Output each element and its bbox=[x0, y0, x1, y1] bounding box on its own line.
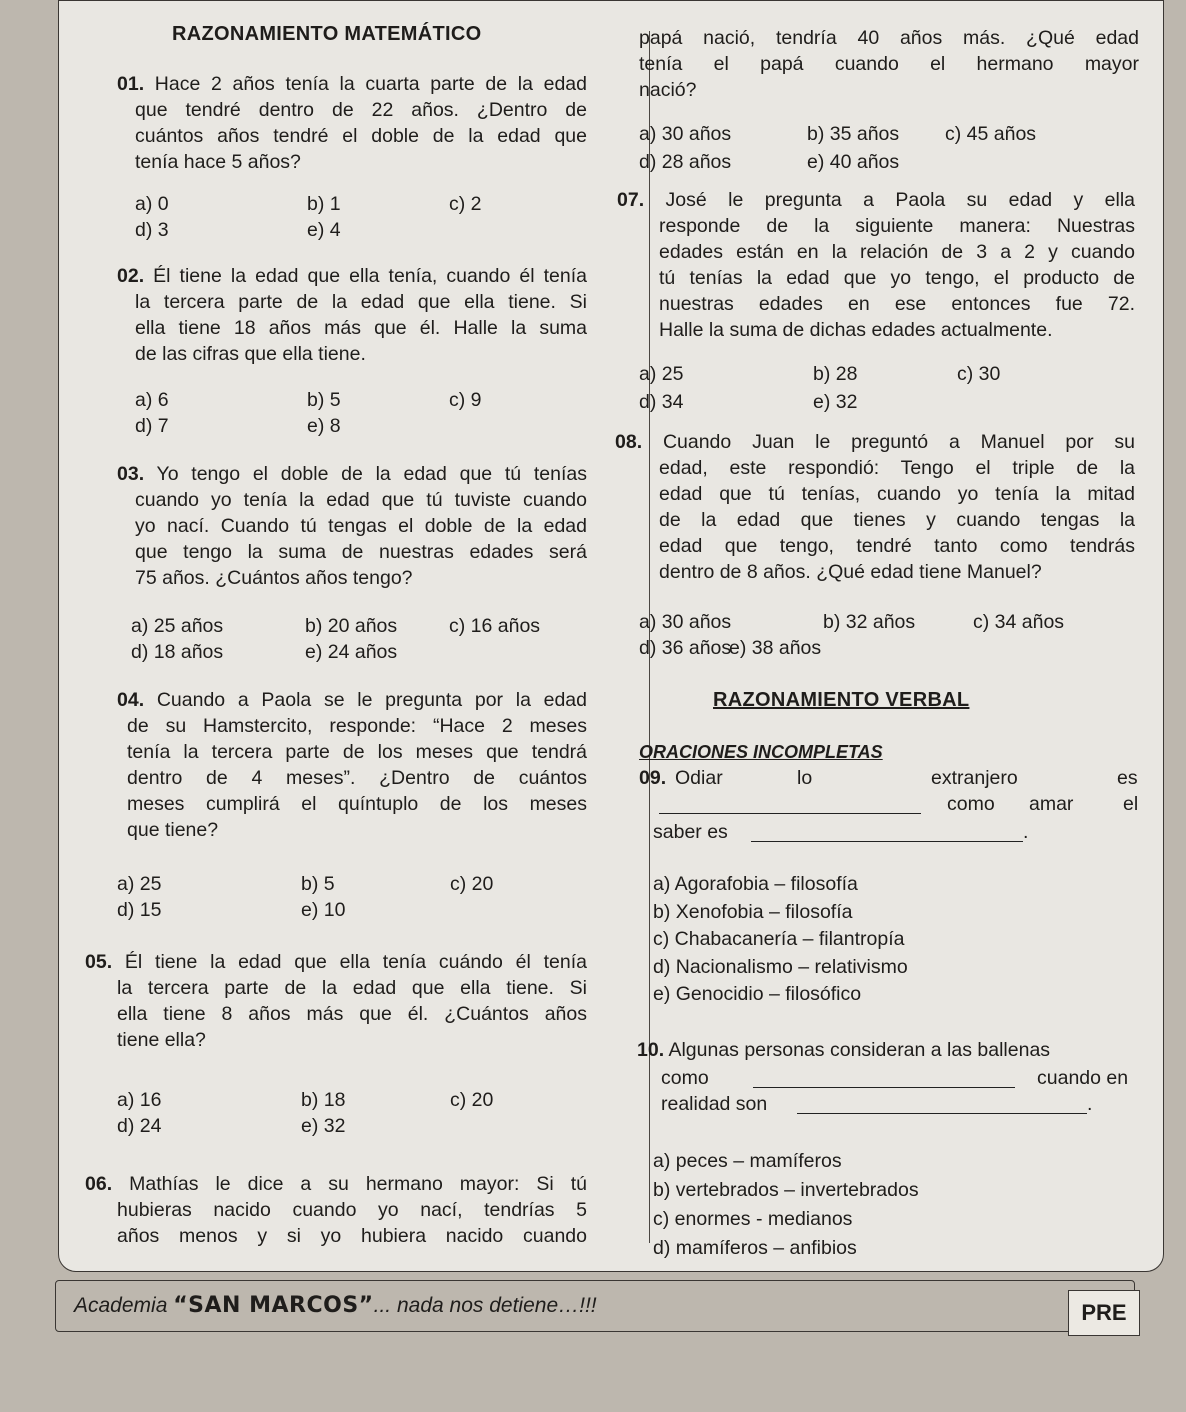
question-text: amar bbox=[1029, 793, 1074, 815]
question-text: Halle la suma de dichas edades actualmente. bbox=[659, 319, 1053, 341]
blank-1[interactable] bbox=[659, 795, 921, 814]
question-03 bbox=[117, 461, 587, 591]
option-e[interactable]: e) 8 bbox=[307, 415, 341, 437]
option-b[interactable]: b) 5 bbox=[301, 873, 335, 895]
question-05 bbox=[85, 949, 587, 1053]
option-a[interactable]: a) 25 años bbox=[131, 615, 224, 637]
question-06 bbox=[85, 1171, 587, 1249]
option-b[interactable]: b) 32 años bbox=[823, 611, 916, 633]
option-d[interactable]: d) mamíferos – anfibios bbox=[653, 1237, 857, 1259]
option-b[interactable]: b) 18 bbox=[301, 1089, 346, 1111]
question-text: meses cumplirá el quíntuplo de los meses bbox=[127, 793, 587, 815]
options-10 bbox=[653, 1147, 919, 1263]
option-e[interactable]: e) 4 bbox=[307, 219, 341, 241]
option-c[interactable]: c) 20 bbox=[450, 873, 494, 895]
question-text: edades están en la relación de 3 a 2 y cuando bbox=[659, 241, 1135, 263]
option-e[interactable]: e) 10 bbox=[301, 899, 346, 921]
question-text: es bbox=[1117, 767, 1138, 789]
question-09-line3 bbox=[653, 819, 1133, 845]
question-text: . bbox=[1087, 1093, 1093, 1115]
question-number: 01. bbox=[117, 73, 145, 95]
option-d[interactable]: d) 28 años bbox=[639, 151, 732, 173]
question-text: tiene ella? bbox=[117, 1029, 206, 1051]
option-b[interactable]: b) 35 años bbox=[807, 123, 900, 145]
question-text: como bbox=[661, 1067, 709, 1089]
question-text: papá nació, tendría 40 años más. ¿Qué edad bbox=[639, 27, 1139, 49]
question-text: saber es bbox=[653, 821, 728, 843]
question-text: ella tiene 18 años más que él. Halle la suma bbox=[135, 317, 587, 339]
worksheet-page bbox=[58, 0, 1164, 1272]
section-subtitle: ORACIONES INCOMPLETAS bbox=[639, 742, 883, 762]
question-text: Cuando Juan le preguntó a Manuel por su bbox=[662, 431, 1135, 453]
option-b[interactable]: b) 5 bbox=[307, 389, 341, 411]
question-text: Algunas personas consideran a las ballenas bbox=[668, 1039, 1051, 1061]
blank-2[interactable] bbox=[751, 823, 1023, 842]
question-text: realidad son bbox=[661, 1093, 768, 1115]
question-text: yo nací. Cuando tú tengas el doble de la edad bbox=[135, 515, 587, 537]
options-09 bbox=[653, 871, 908, 1009]
question-10 bbox=[637, 1037, 1137, 1063]
option-d[interactable]: d) Nacionalismo – relativismo bbox=[653, 955, 908, 978]
option-a[interactable]: a) 25 bbox=[117, 873, 162, 895]
question-text: ella tiene 8 años más que él. ¿Cuántos años bbox=[117, 1003, 587, 1025]
option-d[interactable]: d) 3 bbox=[135, 219, 169, 241]
question-09-line2 bbox=[639, 791, 1139, 817]
option-d[interactable]: d) 24 bbox=[117, 1115, 162, 1137]
option-a[interactable]: a) 30 años bbox=[639, 123, 732, 145]
question-07 bbox=[617, 187, 1135, 343]
option-d[interactable]: d) 7 bbox=[135, 415, 169, 437]
question-number: 04. bbox=[117, 689, 145, 711]
option-b[interactable]: b) 20 años bbox=[305, 615, 398, 637]
question-number: 10. bbox=[637, 1039, 665, 1061]
option-b[interactable]: b) vertebrados – invertebrados bbox=[653, 1179, 919, 1201]
option-c[interactable]: c) 9 bbox=[449, 389, 482, 411]
option-a[interactable]: a) 30 años bbox=[639, 611, 732, 633]
question-number: 08. bbox=[615, 431, 643, 453]
question-text: 75 años. ¿Cuántos años tengo? bbox=[135, 567, 413, 589]
question-text: extranjero bbox=[931, 767, 1018, 789]
question-text: de su Hamstercito, responde: “Hace 2 meses bbox=[127, 715, 587, 737]
question-text: Cuando a Paola se le pregunta por la edad bbox=[156, 689, 587, 711]
question-01 bbox=[117, 71, 587, 175]
question-text: nació? bbox=[639, 79, 697, 101]
question-09 bbox=[639, 765, 1138, 791]
question-number: 03. bbox=[117, 463, 145, 485]
question-text: lo bbox=[797, 767, 813, 789]
footer-banner bbox=[55, 1280, 1135, 1332]
option-a[interactable]: a) Agorafobia – filosofía bbox=[653, 873, 858, 895]
question-text: Él tiene la edad que ella tenía, cuando él tenía bbox=[153, 265, 588, 287]
option-a[interactable]: a) 0 bbox=[135, 193, 169, 215]
question-text: la tercera parte de la edad que ella tiene. Si bbox=[135, 291, 587, 313]
section-title-verbal: RAZONAMIENTO VERBAL bbox=[713, 689, 970, 711]
question-text: Hace 2 años tenía la cuarta parte de la edad bbox=[154, 73, 587, 95]
academy-slogan bbox=[74, 1293, 597, 1318]
option-c[interactable]: c) 45 años bbox=[945, 123, 1037, 145]
question-text: de las cifras que ella tiene. bbox=[135, 343, 366, 365]
question-04 bbox=[117, 687, 587, 843]
option-e[interactable]: e) 40 años bbox=[807, 151, 900, 173]
question-text: responde de la siguiente manera: Nuestras bbox=[659, 215, 1135, 237]
question-text: edad que tengo, tendré tanto como tendrás bbox=[659, 535, 1135, 557]
question-number: 09. bbox=[639, 767, 667, 789]
question-text: edad, este respondió: Tengo el triple de la bbox=[659, 457, 1135, 479]
option-c[interactable]: c) 20 bbox=[450, 1089, 494, 1111]
question-text: dentro de 4 meses”. ¿Dentro de cuántos bbox=[127, 767, 587, 789]
option-c[interactable]: c) 34 años bbox=[973, 611, 1065, 633]
question-text: Mathías le dice a su hermano mayor: Si tú bbox=[129, 1173, 587, 1195]
option-d[interactable]: d) 15 bbox=[117, 899, 162, 921]
question-text: de la edad que tienes y cuando tengas la bbox=[659, 509, 1135, 531]
question-text: que tiene? bbox=[127, 819, 219, 841]
question-02 bbox=[117, 263, 587, 367]
option-a[interactable]: a) 25 bbox=[639, 363, 684, 385]
question-text: que tendré dentro de 22 años. ¿Dentro de bbox=[135, 99, 587, 121]
question-text: edad que tú tenías, cuando yo tenía la mitad bbox=[659, 483, 1135, 505]
question-number: 05. bbox=[85, 951, 113, 973]
option-e[interactable]: e) 32 bbox=[301, 1115, 346, 1137]
option-c[interactable]: c) 16 años bbox=[449, 615, 541, 637]
option-a[interactable]: a) 6 bbox=[135, 389, 169, 411]
academy-brand: “SAN MARCOS” bbox=[173, 1293, 374, 1318]
question-08 bbox=[615, 429, 1135, 585]
question-text: cuántos años tendré el doble de la edad que bbox=[135, 125, 587, 147]
option-b[interactable]: b) Xenofobia – filosofía bbox=[653, 900, 853, 923]
section-title-math: RAZONAMIENTO MATEMÁTICO bbox=[172, 23, 482, 45]
question-text: tenía el papá cuando el hermano mayor bbox=[639, 53, 1139, 75]
question-text: hubieras nacido cuando yo nací, tendrías 5 bbox=[117, 1199, 587, 1221]
question-text: . bbox=[1023, 821, 1029, 843]
question-text: tenía hace 5 años? bbox=[135, 151, 301, 173]
question-text: que tengo la suma de nuestras edades será bbox=[135, 541, 587, 563]
question-text: Odiar bbox=[675, 767, 723, 789]
question-text: el bbox=[1123, 793, 1139, 815]
option-e[interactable]: e) 32 bbox=[813, 391, 858, 413]
question-text: Él tiene la edad que ella tenía cuándo él tenía bbox=[124, 951, 587, 973]
question-text: cuando yo tenía la edad que tú tuviste cuando bbox=[135, 489, 587, 511]
option-b[interactable]: b) 1 bbox=[307, 193, 341, 215]
question-10-line2 bbox=[661, 1065, 1139, 1091]
question-text: Yo tengo el doble de la edad que tú tenías bbox=[156, 463, 587, 485]
question-number: 06. bbox=[85, 1173, 113, 1195]
option-d[interactable]: d) 18 años bbox=[131, 641, 224, 663]
option-a[interactable]: a) peces – mamíferos bbox=[653, 1150, 842, 1172]
question-text: tú tenías la edad que yo tengo, el producto de bbox=[659, 267, 1135, 289]
option-c[interactable]: c) 30 bbox=[957, 363, 1001, 385]
question-text: como bbox=[947, 793, 995, 815]
option-b[interactable]: b) 28 bbox=[813, 363, 858, 385]
blank-1[interactable] bbox=[753, 1069, 1015, 1088]
question-text: la tercera parte de la edad que ella tiene. Si bbox=[117, 977, 587, 999]
option-c[interactable]: c) Chabacanería – filantropía bbox=[653, 928, 905, 950]
option-d[interactable]: d) 36 años bbox=[639, 637, 732, 659]
question-text: nuestras edades en ese entonces fue 72. bbox=[659, 293, 1135, 315]
level-tag: PRE bbox=[1068, 1290, 1140, 1336]
option-e[interactable]: e) 38 años bbox=[729, 637, 822, 659]
question-number: 02. bbox=[117, 265, 145, 287]
blank-2[interactable] bbox=[797, 1095, 1087, 1114]
option-a[interactable]: a) 16 bbox=[117, 1089, 162, 1111]
question-text: años menos y si yo hubiera nacido cuando bbox=[117, 1225, 587, 1247]
question-number: 07. bbox=[617, 189, 645, 211]
option-e[interactable]: e) 24 años bbox=[305, 641, 398, 663]
footer bbox=[55, 1280, 1181, 1338]
question-10-line3 bbox=[661, 1091, 1139, 1117]
option-c[interactable]: c) 2 bbox=[449, 193, 482, 215]
question-06-continued bbox=[639, 25, 1139, 103]
question-text: cuando en bbox=[1037, 1067, 1129, 1089]
option-d[interactable]: d) 34 bbox=[639, 391, 684, 413]
question-text: tenía la tercera parte de los meses que tendrá bbox=[127, 741, 587, 763]
slogan-suffix: ... nada nos detiene…!!! bbox=[373, 1294, 597, 1317]
question-text: José le pregunta a Paola su edad y ella bbox=[665, 189, 1135, 211]
option-c[interactable]: c) enormes - medianos bbox=[653, 1208, 853, 1230]
slogan-prefix: Academia bbox=[74, 1294, 174, 1317]
question-text: dentro de 8 años. ¿Qué edad tiene Manuel? bbox=[659, 561, 1042, 583]
option-e[interactable]: e) Genocidio – filosófico bbox=[653, 983, 862, 1005]
